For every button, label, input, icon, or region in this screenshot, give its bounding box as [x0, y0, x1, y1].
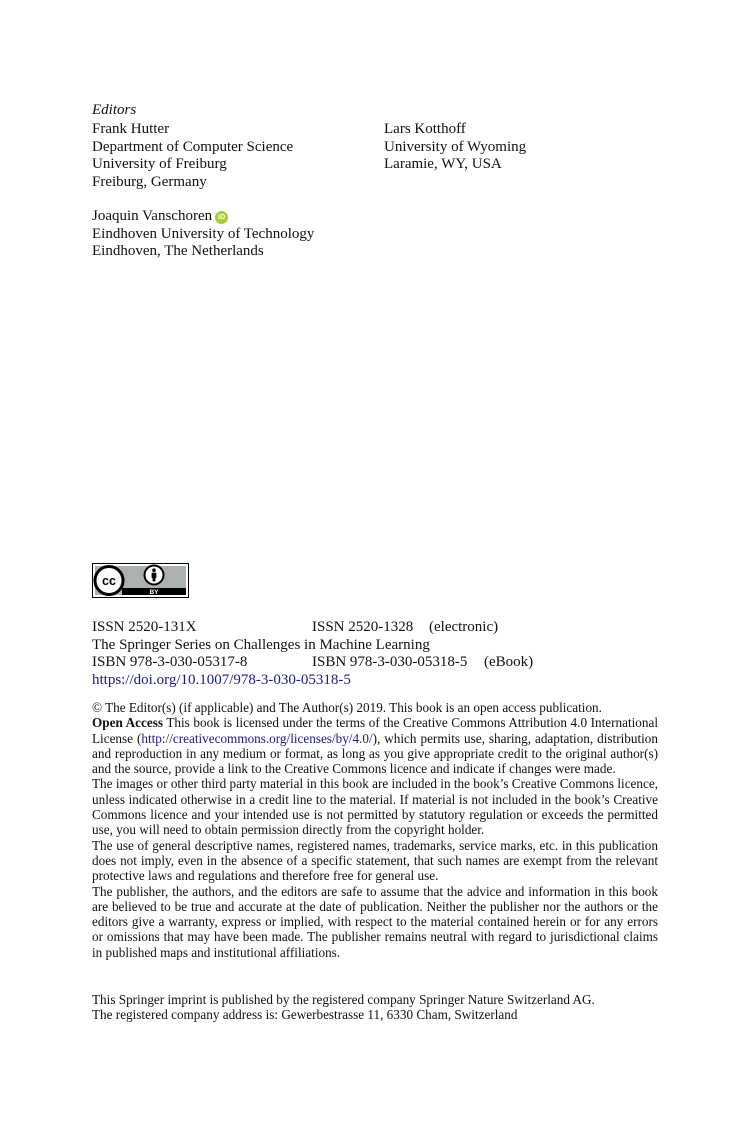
person-icon-body: [152, 573, 157, 578]
editor-joaquin-vanschoren: [92, 208, 314, 261]
open-access-paragraph: Open Access This book is licensed under the terms of the Creative Commons Attribution 4.0 International License (http://creativecommons.org/licenses/by/4.0/), which permits use, sharing, adaptation, distribution and reproduction in any medium or format, as long as you give appropriate credit to the original author(s) and the source, provide a link to the Creative Commons licence and indicate if changes were made.: [92, 715, 659, 777]
isbn-print: ISBN 978-3-030-05317-8: [92, 654, 248, 670]
series-title: The Springer Series on Challenges in Machine Learning: [92, 636, 430, 653]
editor-frank-hutter: [92, 121, 293, 191]
imprint-block: [92, 992, 658, 1023]
editors-label: Editors: [92, 102, 137, 118]
imprint-line: This Springer imprint is published by the registered company Springer Nature Switzerland AG.: [92, 992, 595, 1007]
editor-lars-kotthoff: [384, 121, 526, 174]
cc-label: cc: [102, 574, 116, 588]
isbn-ebook: ISBN 978-3-030-05318-5: [312, 654, 468, 670]
editor-name: Lars Kotthoff: [384, 121, 466, 137]
editor-affiliation-line: University of Freiburg: [92, 156, 227, 172]
copyright-statement: © The Editor(s) (if applicable) and The Author(s) 2019. This book is an open access publication.: [92, 700, 602, 715]
by-label: BY: [149, 589, 159, 597]
imprint-line: The registered company address is: Gewerbestrasse 11, 6330 Cham, Switzerland: [92, 1007, 518, 1023]
legal-notice: [92, 700, 658, 960]
editor-name: Joaquin Vanschoren: [92, 208, 213, 224]
publisher-disclaimer-paragraph: The publisher, the authors, and the editors are safe to assume that the advice and information in this book are believed to be true and accurate at the date of publication. Neither the publisher nor the authors or the editors give a warranty, express or implied, with respect to the material contained herein or for any errors or omissions that may have been made. The publisher remains neutral with regard to jurisdictional claims in published maps and institutional affiliations.: [92, 883, 658, 960]
orcid-icon[interactable]: iD: [215, 211, 228, 224]
person-icon-legs: [153, 577, 156, 581]
editor-affiliation-line: University of Wyoming: [384, 138, 527, 155]
third-party-material-paragraph: The images or other third party material in this book are included in the book’s Creative Commons licence, unless indicated otherwise in a credit line to the material. If material is not included in the book’s Creative Commons licence and your intended use is not permitted by statutory regulation or exceeds the permitted use, you will need to obtain permission directly from the copyright holder.: [92, 776, 658, 838]
issn-electronic-note: (electronic): [429, 619, 499, 635]
open-access-label: Open Access: [92, 715, 163, 731]
isbn-ebook-note: (eBook): [484, 654, 534, 670]
editor-affiliation-line: Freiburg, Germany: [92, 173, 207, 190]
issn-electronic: ISSN 2520-1328: [312, 619, 414, 635]
editor-name: Frank Hutter: [92, 121, 170, 137]
doi-link[interactable]: https://doi.org/10.1007/978-3-030-05318-5: [92, 671, 351, 688]
editor-affiliation-line: Eindhoven, The Netherlands: [92, 243, 264, 259]
cc-by-license-icon: [92, 563, 189, 598]
editor-affiliation-line: Department of Computer Science: [92, 138, 294, 155]
person-icon-head: [152, 568, 156, 572]
editor-affiliation-line: Laramie, WY, USA: [384, 156, 502, 172]
issn-print: ISSN 2520-131X: [92, 619, 197, 635]
license-link[interactable]: http://creativecommons.org/licenses/by/4.0/: [141, 730, 373, 746]
editor-affiliation-line: Eindhoven University of Technology: [92, 225, 315, 242]
descriptive-names-paragraph: The use of general descriptive names, registered names, trademarks, service marks, etc. in this publication does not imply, even in the absence of a specific statement, that such names are exempt from the relevant protective laws and regulations and therefore free for general use.: [92, 837, 658, 884]
series-isbn-block: [92, 619, 662, 689]
